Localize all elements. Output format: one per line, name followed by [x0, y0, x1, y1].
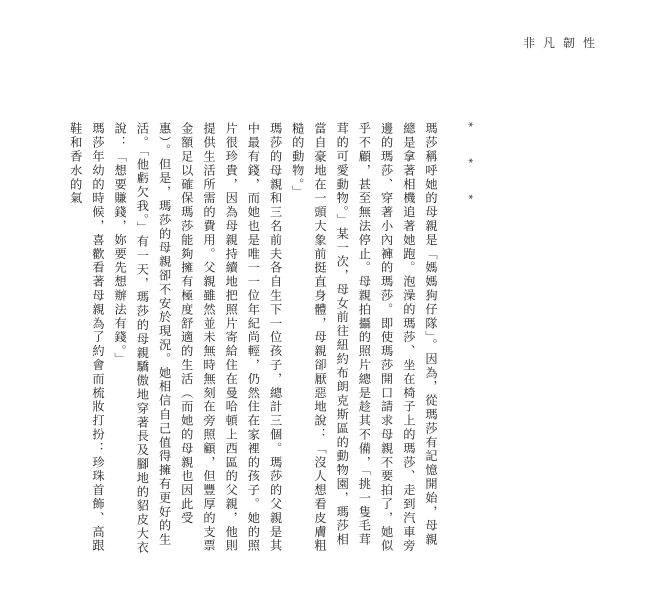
paragraph-1: 瑪莎稱呼她的母親是「媽媽狗仔隊」。因為，從瑪莎有記憶開始，母親總是拿著相機追著她跑。泡澡的瑪莎、坐在椅子上的瑪莎、走到汽車旁邊的瑪莎、穿著小內褲的瑪莎。即使瑪莎開口請求母親不要拍了，她似乎不顧，甚至無法停止。母親拍攝的照片總是趁其不備，「挑一隻毛茸茸的可愛動物。」某一次，母女前往紐約布朗克斯區的動物園，瑪莎相當自豪地在一頭大象前挺直身體，母親卻厭惡地說：「沒人想看皮膚粗糙的動物。」 [290, 122, 438, 553]
running-head: 非凡韌性 [522, 36, 603, 50]
paragraph-3: 瑪莎年幼的時候，喜歡看著母親為了約會而梳妝打扮：珍珠首飾、高跟鞋和香水的氣 [68, 122, 105, 553]
section-break-marker: * * * [463, 122, 474, 214]
body-text [65, 122, 442, 557]
paragraph-2: 瑪莎的母親和三名前夫各自生下一位孩子，總計三個。瑪莎的父親是其中最有錢，而她也是唯一一位年紀尚輕，仍然住在家裡的孩子。她的照片很珍貴，因為母親持續地把照片寄給住在曼哈頓上西區的父親，他則提供生活所需的費用。父親雖然並未無時無刻在旁照顧，但豐厚的支票金額足以確保瑪莎能夠擁有極度舒適的生活（而她的母親也因此受惠）。但是，瑪莎的母親卻不安於現況。她相信自己值得擁有更好的生活。「他虧欠我。」有一天，瑪莎的母親驕傲地穿著長及腳地的貂皮大衣說：「想要賺錢，妳要先想辦法有錢。」 [113, 122, 283, 555]
